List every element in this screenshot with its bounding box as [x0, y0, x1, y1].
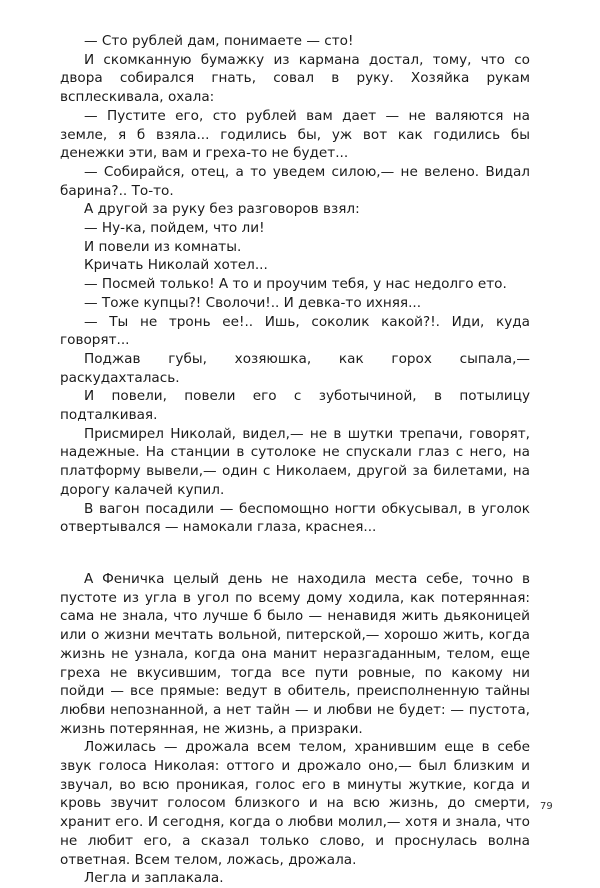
paragraph: — Тоже купцы?! Сволочи!.. И девка-то ихняя...: [84, 294, 422, 311]
text-section-1: [60, 32, 530, 537]
paragraph: А другой за руку без разговоров взял:: [84, 201, 360, 218]
paragraph: — Собирайся, отец, а то уведем силою,— не велено. Видал барина?.. То-то.: [60, 163, 530, 199]
paragraph: — Ты не тронь ее!.. Ишь, соколик какой?!. Иди, куда говорят...: [60, 313, 530, 349]
paragraph: — Ну-ка, пойдем, что ли!: [84, 220, 265, 237]
paragraph: Присмирел Николай, видел,— не в шутки трепачи, говорят, надежные. На станции в сутолоке не спускали глаз с него, на платформу вывели,— один с Николаем, другой за билетами, на дорогу калачей купил.: [60, 425, 530, 498]
book-page: [60, 32, 530, 888]
page-number: 79: [540, 801, 553, 812]
paragraph: И повели, повели его с зуботычиной, в потылицу подталкивая.: [60, 388, 530, 424]
paragraph: Легла и заплакала.: [84, 870, 224, 887]
text-section-2: [60, 570, 530, 888]
paragraph: — Посмей только! А то и проучим тебя, у нас недолго ето.: [84, 276, 507, 293]
paragraph: Ложилась — дрожала всем телом, хранившим еще в себе звук голоса Николая: оттого и дрожало оно,— был близким и звучал, во всю проникая, голос его в минуты жуткие, когда и кровь звучит голосом близкого и на всю жизнь, до смерти, хранит его. И сегодня, когда о любви молил,— хотя и знала, что не любит его, а сказал только слово, и проснулась волна ответная. Всем телом, ложась, дрожала.: [60, 739, 530, 868]
paragraph: — Сто рублей дам, понимаете — сто!: [84, 33, 354, 49]
paragraph: И повели из комнаты.: [84, 238, 242, 255]
paragraph: Кричать Николай хотел...: [84, 257, 268, 274]
paragraph: И скомканную бумажку из кармана достал, тому, что со двора собирался гнать, совал в руку. Хозяйка рукам всплескивала, охала:: [60, 51, 530, 106]
paragraph: — Пустите его, сто рублей вам дает — не валяются на земле, я б взяла... годились бы, уж вот как годились бы денежки эти, вам и греха-то не будет...: [60, 107, 530, 162]
paragraph: А Феничка целый день не находила места себе, точно в пустоте из угла в угол по всему дому ходила, как потерянная: сама не знала, что лучше б было — ненавидя жить дьяконицей или о жизни мечтать вольной, питерской,— хорошо жить, когда жизнь не узнала, когда она манит неразгаданным, телом, еще греха не вкусившим, тогда все пути ровные, по какому ни пойди — все прямые: ведут в обитель, преисполненную тайны любви непознанной, а нет тайн — и любви не будет: — пустота, жизнь потерянная, не жизнь, а призраки.: [60, 570, 530, 737]
paragraph: Поджав губы, хозяюшка, как горох сыпала,— раскудахталась.: [60, 350, 530, 386]
paragraph: В вагон посадили — беспомощно ногти обкусывал, в уголок отвертывался — намокали глаза, краснея...: [60, 500, 530, 536]
section-break: [60, 537, 530, 570]
